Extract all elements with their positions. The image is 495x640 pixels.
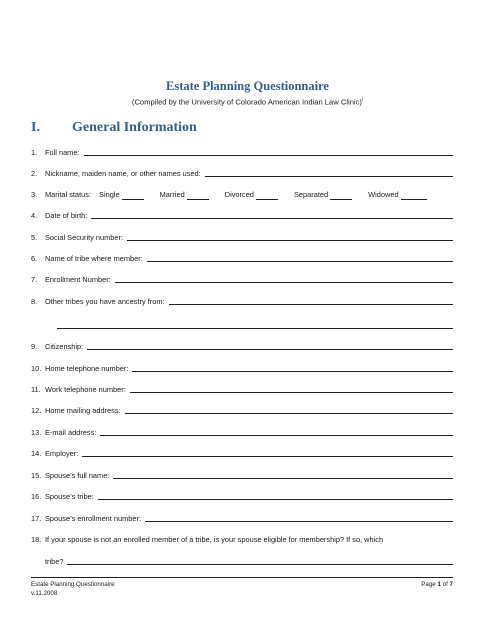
- section-number: I.: [31, 120, 40, 135]
- footer-left: [31, 580, 115, 598]
- question-row: [31, 252, 453, 264]
- question-number: 16.: [31, 492, 42, 501]
- answer-line[interactable]: [84, 154, 453, 156]
- question-row: [31, 167, 453, 179]
- question-row: [31, 490, 453, 502]
- question-label: Work telephone number:: [45, 385, 126, 394]
- total-pages: 7: [449, 581, 453, 588]
- page-number: Page 1 of 7: [421, 581, 453, 588]
- question-label: Home mailing address:: [45, 406, 121, 415]
- question-row: [31, 231, 453, 243]
- question-number: 1.: [31, 148, 38, 157]
- question-continuation: [45, 555, 453, 567]
- question-label: Full name:: [45, 148, 80, 157]
- question-row: [31, 362, 453, 374]
- question-label: Enrollment Number:: [45, 275, 111, 284]
- continuation-text: tribe?: [45, 557, 64, 566]
- question-label: Spouse’s tribe:: [45, 492, 94, 501]
- footnote-mark: i: [361, 97, 364, 103]
- question-number: 12.: [31, 406, 42, 415]
- section-heading: [31, 120, 197, 136]
- question-row: [31, 209, 453, 221]
- answer-line[interactable]: [147, 260, 453, 262]
- question-number: 9.: [31, 342, 38, 351]
- divorced-blank[interactable]: [256, 191, 278, 200]
- answer-line[interactable]: [87, 348, 453, 350]
- question-label: Home telephone number:: [45, 364, 129, 373]
- answer-line[interactable]: [113, 477, 453, 479]
- question-number: 5.: [31, 233, 38, 242]
- marital-option-widowed: Widowed: [368, 190, 426, 200]
- document-subtitle: [0, 95, 495, 108]
- question-number: 15.: [31, 471, 42, 480]
- question-row: [31, 469, 453, 481]
- question-row: [31, 404, 453, 416]
- answer-line[interactable]: [115, 281, 453, 283]
- marital-option-married: Married: [160, 190, 209, 200]
- question-label: Name of tribe where member:: [45, 254, 143, 263]
- single-blank[interactable]: [122, 191, 144, 200]
- separated-blank[interactable]: [330, 191, 352, 200]
- question-label: If your spouse is not an enrolled member of a tribe, is your spouse eligible for membership? If so, which: [45, 535, 384, 544]
- question-number: 3.: [31, 190, 38, 199]
- answer-line-extra[interactable]: [57, 328, 453, 329]
- subtitle-text: (Compiled by the University of Colorado American Indian Law Clinic): [131, 97, 362, 107]
- question-number: 14.: [31, 449, 42, 458]
- question-row: [31, 295, 453, 307]
- footer-rule: [31, 577, 453, 578]
- answer-line[interactable]: [67, 563, 454, 565]
- answer-line[interactable]: [91, 217, 453, 219]
- answer-line[interactable]: [132, 370, 453, 372]
- question-label: Date of birth:: [45, 211, 88, 220]
- question-number: 10.: [31, 364, 42, 373]
- marital-option-separated: Separated: [294, 190, 352, 200]
- question-number: 4.: [31, 211, 38, 220]
- question-label: Spouse’s enrollment number:: [45, 514, 141, 523]
- current-page: 1: [437, 581, 441, 588]
- marital-option-divorced: Divorced: [225, 190, 278, 200]
- footer-doc-title: Estate Planning Questionnaire: [31, 581, 115, 588]
- answer-line[interactable]: [169, 303, 453, 305]
- answer-line[interactable]: [130, 391, 453, 393]
- marital-option-single: Single: [99, 190, 144, 200]
- question-number: 2.: [31, 169, 38, 178]
- answer-line[interactable]: [205, 175, 453, 177]
- question-number: 11.: [31, 385, 41, 394]
- question-row: [31, 383, 453, 395]
- answer-line[interactable]: [127, 239, 453, 241]
- question-label: Employer:: [45, 449, 79, 458]
- question-label: Citizenship:: [45, 342, 84, 351]
- married-blank[interactable]: [187, 191, 209, 200]
- marital-status-row: [31, 188, 453, 200]
- answer-line[interactable]: [98, 498, 453, 500]
- question-label: E-mail address:: [45, 428, 97, 437]
- question-number: 7.: [31, 275, 38, 284]
- question-number: 8.: [31, 297, 38, 306]
- question-row: [31, 340, 453, 352]
- widowed-blank[interactable]: [401, 191, 427, 200]
- answer-line[interactable]: [100, 434, 453, 436]
- question-row: [31, 426, 453, 438]
- question-row: [31, 512, 453, 524]
- section-title: General Information: [72, 120, 197, 135]
- question-number: 6.: [31, 254, 38, 263]
- question-label: Nickname, maiden name, or other names used:: [45, 169, 201, 178]
- question-number: 18.: [31, 535, 42, 544]
- question-row: [31, 146, 453, 158]
- question-label: Other tribes you have ancestry from:: [45, 297, 165, 306]
- footer-version: v.11.2008: [31, 590, 58, 597]
- question-row: [31, 447, 453, 459]
- question-row: [31, 533, 453, 545]
- answer-line[interactable]: [82, 455, 453, 457]
- question-number: 17.: [31, 514, 42, 523]
- question-label: Social Security number:: [45, 233, 124, 242]
- question-number: 13.: [31, 428, 42, 437]
- question-label: Marital status:: [45, 190, 92, 199]
- question-row: [31, 273, 453, 285]
- answer-line[interactable]: [125, 412, 453, 414]
- document-title: Estate Planning Questionnaire: [166, 79, 329, 93]
- question-label: Spouse’s full name:: [45, 471, 110, 480]
- answer-line[interactable]: [145, 520, 453, 522]
